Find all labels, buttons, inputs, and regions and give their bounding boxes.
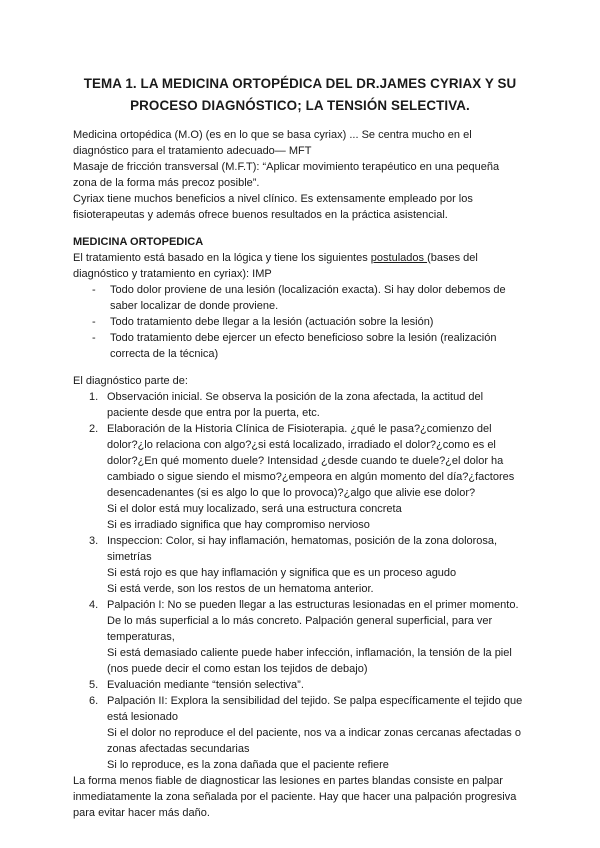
- list-item-line: está lesionado: [107, 711, 178, 723]
- section-line: [73, 250, 478, 266]
- list-item-line: desencadenantes (si es algo lo que lo provoca)?¿algo que alivie ese dolor?: [107, 487, 476, 499]
- list-item-line: De lo más superficial a lo más concreto. Palpación general superficial, para ver: [107, 615, 493, 627]
- title-line: TEMA 1. LA MEDICINA ORTOPÉDICA DEL DR.JAMES CYRIAX Y SU: [83, 76, 517, 91]
- list-item-line: Observación inicial. Se observa la posición de la zona afectada, la actitud del: [107, 391, 484, 403]
- title-line: PROCESO DIAGNÓSTICO; LA TENSIÓN SELECTIVA.: [130, 98, 470, 113]
- list-item-line: simetrías: [107, 551, 152, 563]
- list-number: 5.: [89, 679, 99, 691]
- intro-line: Medicina ortopédica (M.O) (es en lo que se basa cyriax) ... Se centra mucho en el: [73, 129, 472, 141]
- section-line: diagnóstico y tratamiento en cyriax): IMP: [73, 268, 272, 280]
- list-item-line: dolor?¿lo relaciona con algo?¿si está localizado, irradiado el dolor?¿como es el: [107, 439, 496, 451]
- list-number: 3.: [89, 535, 99, 547]
- list-item-line: Si el dolor está muy localizado, será una estructura concreta: [107, 503, 402, 515]
- list-item-line: Si está demasiado caliente puede haber infección, inflamación, la tensión de la piel: [107, 647, 512, 659]
- bullet-text: Todo tratamiento debe ejercer un efecto beneficioso sobre la lesión (realización: [110, 332, 497, 344]
- intro-line: fisioterapeutas y además ofrece buenos resultados en la práctica asistencial.: [73, 209, 448, 221]
- list-item-line: Evaluación mediante “tensión selectiva”.: [107, 679, 304, 691]
- underlined-term: postulados: [370, 252, 428, 264]
- list-item-line: cambiado o sigue siendo el mismo?¿empeora en algún momento del día?¿factores: [107, 471, 515, 483]
- bullet-text: Todo tratamiento debe llegar a la lesión (actuación sobre la lesión): [110, 316, 434, 328]
- diagnosis-intro: El diagnóstico parte de:: [73, 375, 188, 387]
- closing-line: La forma menos fiable de diagnosticar las lesiones en partes blandas consiste en palpar: [73, 775, 503, 787]
- intro-line: zona de la forma más precoz posible”.: [73, 177, 260, 189]
- list-item-line: Palpación I: No se pueden llegar a las estructuras lesionadas en el primer momento.: [107, 599, 519, 611]
- section-heading: MEDICINA ORTOPEDICA: [73, 236, 204, 248]
- list-number: 4.: [89, 599, 99, 611]
- intro-line: Masaje de fricción transversal (M.F.T): “Aplicar movimiento terapéutico en una pequeña: [73, 161, 500, 173]
- bullet-marker: -: [92, 332, 96, 344]
- bullet-text: Todo dolor proviene de una lesión (localización exacta). Si hay dolor debemos de: [110, 284, 506, 296]
- list-item-line: Inspeccion: Color, si hay inflamación, hematomas, posición de la zona dolorosa,: [107, 535, 498, 547]
- list-item-line: Si el dolor no reproduce el del paciente, nos va a indicar zonas cercanas afectadas o: [107, 727, 521, 739]
- bullet-marker: -: [92, 284, 96, 296]
- list-item-line: Si está rojo es que hay inflamación y significa que es un proceso agudo: [107, 567, 457, 579]
- closing-line: inmediatamente la zona señalada por el paciente. Hay que hacer una palpación progresiva: [73, 791, 517, 803]
- bullet-marker: -: [92, 316, 96, 328]
- list-number: 1.: [89, 391, 99, 403]
- list-item-line: zonas afectadas secundarias: [107, 743, 250, 755]
- section-text: (bases del: [427, 252, 478, 264]
- list-item-line: temperaturas,: [107, 631, 175, 643]
- list-item-line: dolor?¿En qué momento duele? Intensidad ¿desde cuando te duele?¿el dolor ha: [107, 455, 504, 467]
- list-item-line: Si está verde, son los restos de un hematoma anterior.: [107, 583, 374, 595]
- intro-line: diagnóstico para el tratamiento adecuado— MFT: [73, 145, 312, 157]
- bullet-text: correcta de la técnica): [110, 348, 219, 360]
- list-number: 2.: [89, 423, 99, 435]
- list-item-line: Si es irradiado significa que hay compromiso nervioso: [107, 519, 370, 531]
- bullet-text: saber localizar de donde proviene.: [110, 300, 279, 312]
- list-item-line: Palpación II: Explora la sensibilidad del tejido. Se palpa específicamente el tejido que: [107, 695, 523, 707]
- intro-line: Cyriax tiene muchos beneficios a nivel clínico. Es extensamente empleado por los: [73, 193, 473, 205]
- list-item-line: paciente desde que entra por la puerta, etc.: [107, 407, 320, 419]
- list-item-line: (nos puede decir el como estan los tejidos de debajo): [107, 663, 368, 675]
- list-number: 6.: [89, 695, 99, 707]
- page-title: [60, 73, 540, 117]
- list-item-line: Si lo reproduce, es la zona dañada que el paciente refiere: [107, 759, 389, 771]
- closing-line: para evitar hacer más daño.: [73, 807, 210, 819]
- section-text: El tratamiento está basado en la lógica y tiene los siguientes: [73, 252, 371, 264]
- list-item-line: Elaboración de la Historia Clínica de Fisioterapia. ¿qué le pasa?¿comienzo del: [107, 423, 492, 435]
